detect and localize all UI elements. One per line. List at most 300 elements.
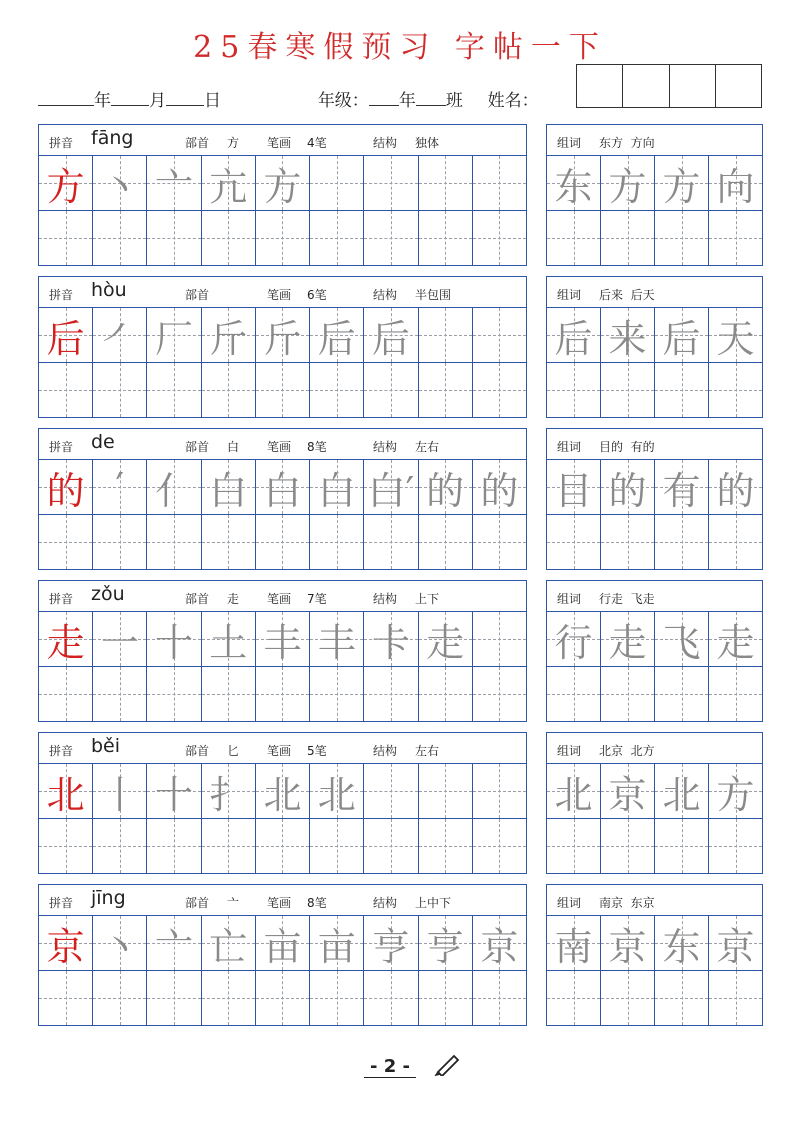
stroke-order-character: 斤	[263, 316, 302, 361]
tian-grid-cell[interactable]	[364, 515, 418, 569]
tian-grid-cell[interactable]	[310, 764, 364, 818]
words-label: 组词	[557, 896, 582, 910]
tian-grid-cell[interactable]	[147, 764, 201, 818]
word-character: 京	[608, 924, 647, 969]
tian-grid-cell[interactable]	[93, 916, 147, 970]
radical-value: 白	[227, 440, 240, 454]
tian-grid-cell[interactable]	[93, 819, 147, 873]
char-practice-block	[38, 124, 527, 266]
radical-label: 部首	[185, 136, 210, 150]
word-row	[547, 515, 762, 569]
stroke-order-character: 白	[317, 468, 356, 513]
strokes-label: 笔画	[267, 744, 292, 758]
tian-grid-cell[interactable]	[709, 363, 762, 417]
stroke-order-character: 亨	[426, 924, 465, 969]
practice-row	[39, 363, 526, 417]
word-character: 向	[716, 164, 755, 209]
tian-grid-cell[interactable]	[473, 363, 526, 417]
tian-grid-cell[interactable]	[364, 308, 418, 362]
structure-value: 上中下	[415, 896, 452, 910]
word-character: 的	[608, 468, 647, 513]
word-character: 北	[554, 772, 593, 817]
tian-grid-cell[interactable]	[655, 819, 709, 873]
tian-grid-cell[interactable]	[709, 515, 762, 569]
word-header	[547, 733, 762, 764]
tian-grid-cell[interactable]	[547, 156, 601, 210]
pinyin-text: jīng	[91, 887, 126, 909]
char-practice-block	[38, 276, 527, 418]
tian-grid-cell[interactable]	[547, 612, 601, 666]
strokes-label: 笔画	[267, 592, 292, 606]
pinyin-text: zǒu	[91, 583, 125, 605]
tian-grid-cell[interactable]	[419, 764, 473, 818]
tian-grid-cell[interactable]	[202, 971, 256, 1025]
tian-grid-cell[interactable]	[39, 667, 93, 721]
tian-grid-cell[interactable]	[202, 667, 256, 721]
word-character: 东	[554, 164, 593, 209]
tian-grid-cell[interactable]	[310, 156, 364, 210]
tian-grid-cell[interactable]	[256, 515, 310, 569]
tian-grid-cell[interactable]	[601, 460, 655, 514]
tian-grid-cell[interactable]	[202, 515, 256, 569]
tian-grid-cell[interactable]	[93, 764, 147, 818]
word-character: 有	[662, 468, 701, 513]
tian-grid-cell[interactable]	[655, 363, 709, 417]
stroke-order-character: 方	[263, 164, 302, 209]
tian-grid-cell[interactable]	[473, 156, 526, 210]
class-label: 班	[445, 91, 463, 111]
tian-grid-cell[interactable]	[601, 667, 655, 721]
structure-value: 左右	[415, 440, 440, 454]
tian-grid-cell[interactable]	[364, 363, 418, 417]
tian-grid-cell[interactable]	[256, 211, 310, 265]
structure-label: 结构	[373, 440, 398, 454]
tian-grid-cell[interactable]	[256, 764, 310, 818]
stroke-order-character: 白	[209, 468, 248, 513]
tian-grid-cell[interactable]	[147, 916, 201, 970]
tian-grid-cell[interactable]	[310, 916, 364, 970]
tian-grid-cell[interactable]	[39, 308, 93, 362]
radical-label: 部首	[185, 440, 210, 454]
tian-grid-cell[interactable]	[364, 612, 418, 666]
tian-grid-cell[interactable]	[310, 819, 364, 873]
strokes-label: 笔画	[267, 440, 292, 454]
tian-grid-cell[interactable]	[419, 363, 473, 417]
tian-grid-cell[interactable]	[473, 916, 526, 970]
stroke-order-character: 白	[263, 468, 302, 513]
word-character: 南	[554, 924, 593, 969]
tian-grid-cell[interactable]	[473, 612, 526, 666]
tian-grid-cell[interactable]	[655, 764, 709, 818]
day-blank[interactable]	[166, 87, 204, 106]
stroke-order-character: 厂	[155, 316, 194, 361]
month-blank[interactable]	[111, 87, 149, 106]
radical-label: 部首	[185, 592, 210, 606]
stroke-order-character: 十	[155, 772, 194, 817]
tian-grid-cell[interactable]	[419, 667, 473, 721]
tian-grid-cell[interactable]	[547, 971, 601, 1025]
tian-grid-cell[interactable]	[147, 363, 201, 417]
tian-grid-cell[interactable]	[39, 515, 93, 569]
word-character: 的	[716, 468, 755, 513]
tian-grid-cell[interactable]	[364, 156, 418, 210]
practice-row	[39, 916, 526, 971]
tian-grid-cell[interactable]	[202, 764, 256, 818]
tian-grid-cell[interactable]	[39, 211, 93, 265]
tian-grid-cell[interactable]	[310, 515, 364, 569]
tian-grid-cell[interactable]	[547, 916, 601, 970]
tian-grid-cell[interactable]	[39, 156, 93, 210]
stroke-order-character: 丰	[317, 620, 356, 665]
tian-grid-cell[interactable]	[310, 971, 364, 1025]
words-label: 组词	[557, 440, 582, 454]
stroke-order-character: 亡	[209, 924, 248, 969]
stroke-order-character: 丨	[100, 772, 139, 817]
tian-grid-cell[interactable]	[147, 156, 201, 210]
tian-grid-cell[interactable]	[709, 819, 762, 873]
year-blank[interactable]	[38, 87, 94, 106]
main-character: 京	[46, 924, 85, 969]
pinyin-label: 拼音	[49, 440, 74, 454]
practice-row	[39, 612, 526, 667]
word-character: 东	[662, 924, 701, 969]
structure-label: 结构	[373, 136, 398, 150]
tian-grid-cell[interactable]	[655, 308, 709, 362]
word-row	[547, 363, 762, 417]
word-character: 行	[554, 620, 593, 665]
word-character: 后	[554, 316, 593, 361]
stroke-order-character: ′	[115, 465, 125, 509]
radical-value: 走	[227, 592, 240, 606]
tian-grid-cell[interactable]	[310, 211, 364, 265]
word-row	[547, 764, 762, 819]
tian-grid-cell[interactable]	[601, 819, 655, 873]
tian-grid-cell[interactable]	[147, 667, 201, 721]
practice-row	[39, 667, 526, 721]
stroke-order-character: 卡	[371, 620, 410, 665]
tian-grid-cell[interactable]	[256, 819, 310, 873]
tian-grid-cell[interactable]	[39, 819, 93, 873]
page-title: 25春寒假预习 字帖一下	[193, 30, 607, 65]
tian-grid-cell[interactable]	[202, 363, 256, 417]
pinyin-label: 拼音	[49, 744, 74, 758]
tian-grid-cell[interactable]	[547, 460, 601, 514]
tian-grid-cell[interactable]	[547, 308, 601, 362]
word-character: 目	[554, 468, 593, 513]
tian-grid-cell[interactable]	[601, 764, 655, 818]
stroke-order-character: 扌	[209, 772, 248, 817]
tian-grid-cell[interactable]	[310, 460, 364, 514]
name-boxes[interactable]	[576, 64, 762, 108]
char-practice-block	[38, 580, 527, 722]
tian-grid-cell[interactable]	[547, 819, 601, 873]
year-label: 年	[94, 91, 111, 111]
tian-grid-cell[interactable]	[601, 916, 655, 970]
grade-year-label: 年	[398, 91, 416, 111]
words-text: 东方 方向	[599, 136, 655, 150]
word-character: 北	[662, 772, 701, 817]
tian-grid-cell[interactable]	[709, 460, 762, 514]
char-practice-block	[38, 884, 527, 1026]
stroke-order-character: 亠	[155, 924, 194, 969]
tian-grid-cell[interactable]	[364, 764, 418, 818]
class-blank[interactable]	[416, 87, 446, 106]
tian-grid-cell[interactable]	[601, 971, 655, 1025]
tian-grid-cell[interactable]	[39, 460, 93, 514]
tian-grid-cell[interactable]	[202, 819, 256, 873]
words-text: 后来 后天	[599, 288, 655, 302]
pinyin-label: 拼音	[49, 136, 74, 150]
stroke-order-character: 北	[317, 772, 356, 817]
tian-grid-cell[interactable]	[202, 460, 256, 514]
tian-grid-cell[interactable]	[93, 667, 147, 721]
strokes-label: 笔画	[267, 136, 292, 150]
name-label: 姓名：	[487, 91, 539, 111]
tian-grid-cell[interactable]	[709, 916, 762, 970]
pinyin-text: fāng	[91, 127, 134, 149]
word-character: 后	[662, 316, 701, 361]
tian-grid-cell[interactable]	[655, 460, 709, 514]
stroke-order-character: ㇒	[100, 316, 139, 361]
grade-blank[interactable]	[369, 87, 399, 106]
tian-grid-cell[interactable]	[39, 612, 93, 666]
word-row	[547, 916, 762, 971]
word-character: 来	[608, 316, 647, 361]
words-label: 组词	[557, 592, 582, 606]
tian-grid-cell[interactable]	[202, 156, 256, 210]
tian-grid-cell[interactable]	[473, 460, 526, 514]
word-character: 方	[608, 164, 647, 209]
strokes-value: 8笔	[307, 896, 327, 910]
tian-grid-cell[interactable]	[364, 971, 418, 1025]
words-text: 北京 北方	[599, 744, 655, 758]
tian-grid-cell[interactable]	[709, 308, 762, 362]
tian-grid-cell[interactable]	[419, 515, 473, 569]
tian-grid-cell[interactable]	[601, 156, 655, 210]
tian-grid-cell[interactable]	[473, 819, 526, 873]
stroke-order-character: 亩	[263, 924, 302, 969]
tian-grid-cell[interactable]	[473, 971, 526, 1025]
tian-grid-cell[interactable]	[419, 916, 473, 970]
radical-value: 方	[227, 136, 240, 150]
tian-grid-cell[interactable]	[256, 363, 310, 417]
tian-grid-cell[interactable]	[364, 460, 418, 514]
words-label: 组词	[557, 288, 582, 302]
page-number: - 2 -	[364, 1056, 416, 1078]
practice-row	[39, 764, 526, 819]
word-header	[547, 885, 762, 916]
tian-grid-cell[interactable]	[147, 971, 201, 1025]
stroke-order-character: 十	[155, 620, 194, 665]
tian-grid-cell[interactable]	[419, 308, 473, 362]
tian-grid-cell[interactable]	[202, 612, 256, 666]
tian-grid-cell[interactable]	[709, 156, 762, 210]
tian-grid-cell[interactable]	[655, 971, 709, 1025]
structure-label: 结构	[373, 288, 398, 302]
tian-grid-cell[interactable]	[419, 819, 473, 873]
word-character: 方	[716, 772, 755, 817]
tian-grid-cell[interactable]	[709, 667, 762, 721]
char-info-header	[39, 885, 526, 916]
stroke-order-character: 亻	[155, 468, 194, 513]
tian-grid-cell[interactable]	[547, 515, 601, 569]
stroke-order-character: 京	[480, 924, 519, 969]
tian-grid-cell[interactable]	[256, 916, 310, 970]
tian-grid-cell[interactable]	[601, 363, 655, 417]
pen-icon	[434, 1052, 462, 1076]
strokes-value: 5笔	[307, 744, 327, 758]
tian-grid-cell[interactable]	[93, 612, 147, 666]
tian-grid-cell[interactable]	[547, 764, 601, 818]
tian-grid-cell[interactable]	[601, 211, 655, 265]
tian-grid-cell[interactable]	[364, 667, 418, 721]
tian-grid-cell[interactable]	[419, 612, 473, 666]
structure-value: 上下	[415, 592, 440, 606]
tian-grid-cell[interactable]	[473, 211, 526, 265]
char-practice-block	[38, 428, 527, 570]
tian-grid-cell[interactable]	[655, 667, 709, 721]
tian-grid-cell[interactable]	[256, 612, 310, 666]
pinyin-label: 拼音	[49, 288, 74, 302]
structure-value: 半包围	[415, 288, 452, 302]
tian-grid-cell[interactable]	[601, 612, 655, 666]
tian-grid-cell[interactable]	[256, 308, 310, 362]
stroke-order-character: 斤	[209, 316, 248, 361]
word-row	[547, 667, 762, 721]
structure-value: 独体	[415, 136, 440, 150]
stroke-order-character: 的	[480, 468, 519, 513]
tian-grid-cell[interactable]	[93, 156, 147, 210]
tian-grid-cell[interactable]	[709, 211, 762, 265]
tian-grid-cell[interactable]	[147, 515, 201, 569]
tian-grid-cell[interactable]	[547, 363, 601, 417]
tian-grid-cell[interactable]	[655, 916, 709, 970]
tian-grid-cell[interactable]	[93, 971, 147, 1025]
practice-row	[39, 515, 526, 569]
tian-grid-cell[interactable]	[419, 211, 473, 265]
stroke-order-character: 亢	[209, 164, 248, 209]
char-info-header	[39, 429, 526, 460]
word-row	[547, 971, 762, 1025]
strokes-value: 6笔	[307, 288, 327, 302]
structure-value: 左右	[415, 744, 440, 758]
tian-grid-cell[interactable]	[473, 764, 526, 818]
tian-grid-cell[interactable]	[202, 308, 256, 362]
char-practice-block	[38, 732, 527, 874]
word-practice-block	[546, 884, 763, 1026]
tian-grid-cell[interactable]	[601, 515, 655, 569]
tian-grid-cell[interactable]	[655, 515, 709, 569]
tian-grid-cell[interactable]	[256, 460, 310, 514]
tian-grid-cell[interactable]	[256, 156, 310, 210]
main-character: 走	[46, 620, 85, 665]
tian-grid-cell[interactable]	[93, 363, 147, 417]
char-info-header	[39, 125, 526, 156]
tian-grid-cell[interactable]	[147, 211, 201, 265]
word-character: 京	[608, 772, 647, 817]
tian-grid-cell[interactable]	[364, 211, 418, 265]
stroke-order-character: 北	[263, 772, 302, 817]
word-character: 走	[608, 620, 647, 665]
practice-row	[39, 308, 526, 363]
word-practice-block	[546, 276, 763, 418]
tian-grid-cell[interactable]	[547, 211, 601, 265]
tian-grid-cell[interactable]	[93, 211, 147, 265]
stroke-order-character: 的	[426, 468, 465, 513]
main-character: 北	[46, 772, 85, 817]
tian-grid-cell[interactable]	[147, 819, 201, 873]
tian-grid-cell[interactable]	[473, 515, 526, 569]
tian-grid-cell[interactable]	[310, 308, 364, 362]
tian-grid-cell[interactable]	[39, 916, 93, 970]
tian-grid-cell[interactable]	[39, 971, 93, 1025]
words-label: 组词	[557, 136, 582, 150]
pinyin-text: hòu	[91, 279, 127, 301]
tian-grid-cell[interactable]	[310, 612, 364, 666]
tian-grid-cell[interactable]	[39, 764, 93, 818]
tian-grid-cell[interactable]	[709, 612, 762, 666]
tian-grid-cell[interactable]	[147, 460, 201, 514]
structure-label: 结构	[373, 592, 398, 606]
stroke-order-character: 丶	[100, 924, 139, 969]
word-character: 天	[716, 316, 755, 361]
tian-grid-cell[interactable]	[256, 971, 310, 1025]
tian-grid-cell[interactable]	[93, 308, 147, 362]
word-practice-block	[546, 732, 763, 874]
stroke-order-character: 白′	[367, 468, 415, 513]
tian-grid-cell[interactable]	[364, 819, 418, 873]
tian-grid-cell[interactable]	[601, 308, 655, 362]
stroke-order-character: 亨	[371, 924, 410, 969]
tian-grid-cell[interactable]	[39, 363, 93, 417]
tian-grid-cell[interactable]	[419, 971, 473, 1025]
char-info-header	[39, 277, 526, 308]
tian-grid-cell[interactable]	[147, 612, 201, 666]
practice-row	[39, 819, 526, 873]
tian-grid-cell[interactable]	[473, 308, 526, 362]
pinyin-text: běi	[91, 735, 121, 757]
tian-grid-cell[interactable]	[655, 156, 709, 210]
stroke-order-character: 走	[426, 620, 465, 665]
tian-grid-cell[interactable]	[655, 211, 709, 265]
stroke-order-character: 后	[317, 316, 356, 361]
tian-grid-cell[interactable]	[547, 667, 601, 721]
tian-grid-cell[interactable]	[256, 667, 310, 721]
tian-grid-cell[interactable]	[655, 612, 709, 666]
tian-grid-cell[interactable]	[709, 764, 762, 818]
radical-value: 匕	[227, 744, 240, 758]
tian-grid-cell[interactable]	[310, 667, 364, 721]
stroke-order-character: 土	[209, 620, 248, 665]
structure-label: 结构	[373, 896, 398, 910]
tian-grid-cell[interactable]	[473, 667, 526, 721]
word-character: 京	[716, 924, 755, 969]
word-header	[547, 277, 762, 308]
tian-grid-cell[interactable]	[93, 460, 147, 514]
tian-grid-cell[interactable]	[709, 971, 762, 1025]
tian-grid-cell[interactable]	[419, 156, 473, 210]
radical-label: 部首	[185, 896, 210, 910]
tian-grid-cell[interactable]	[419, 460, 473, 514]
tian-grid-cell[interactable]	[364, 916, 418, 970]
practice-row	[39, 156, 526, 211]
tian-grid-cell[interactable]	[202, 916, 256, 970]
word-row	[547, 156, 762, 211]
tian-grid-cell[interactable]	[310, 363, 364, 417]
tian-grid-cell[interactable]	[147, 308, 201, 362]
tian-grid-cell[interactable]	[93, 515, 147, 569]
tian-grid-cell[interactable]	[202, 211, 256, 265]
